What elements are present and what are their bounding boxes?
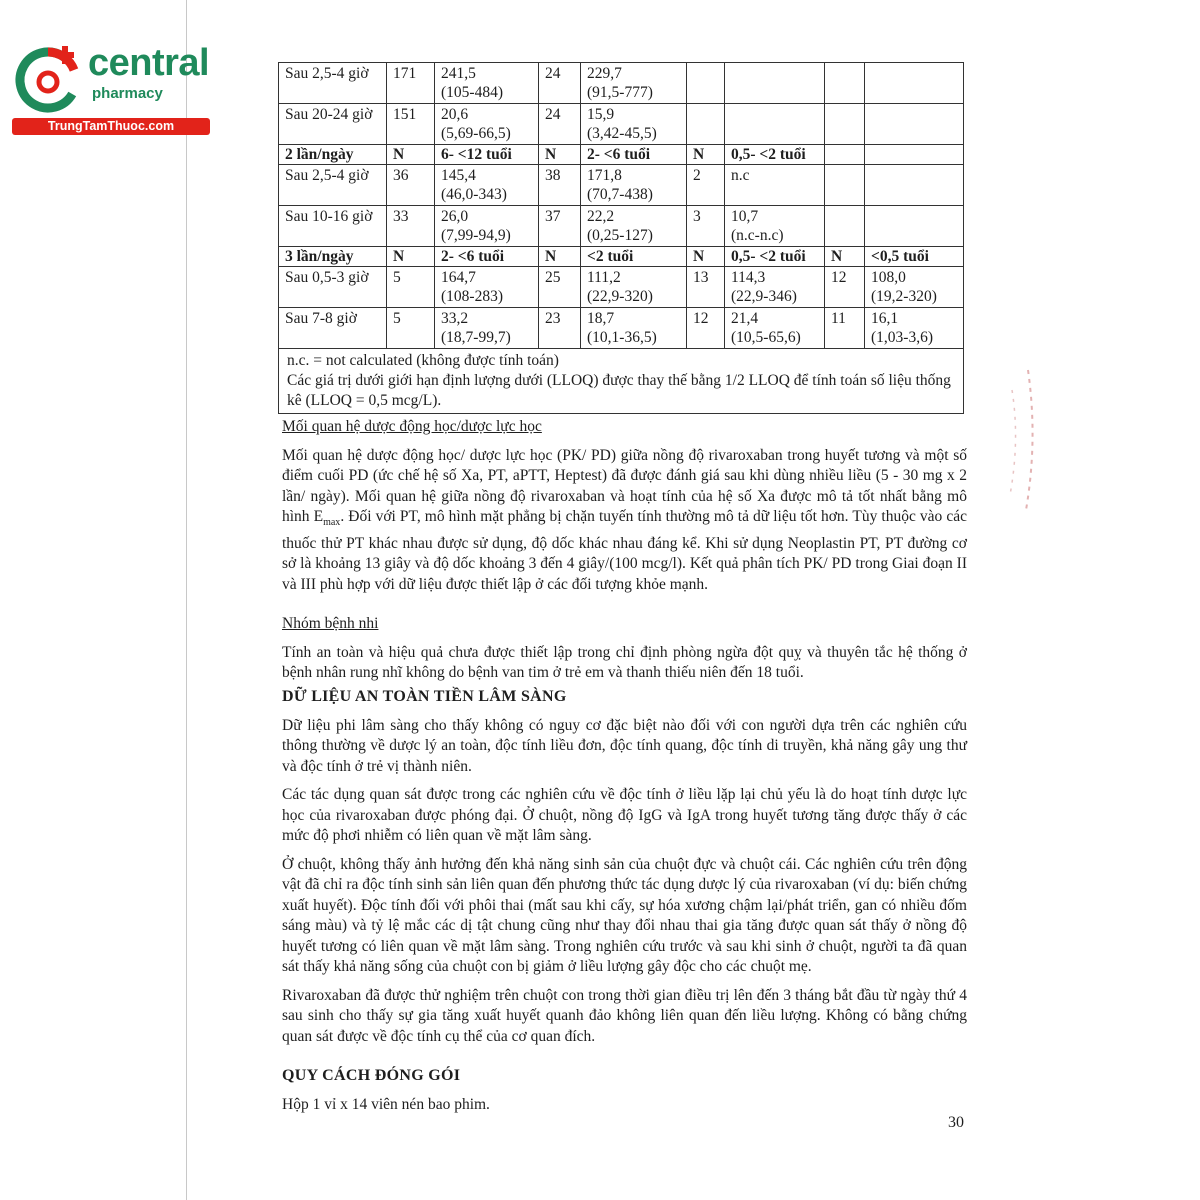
- table-header-row: 3 lần/ngày N 2- <6 tuổi N <2 tuổi N 0,5- <2 tuổi N <0,5 tuổi: [279, 247, 964, 267]
- table-header-row: 2 lần/ngày N 6- <12 tuổi N 2- <6 tuổi N 0,5- <2 tuổi: [279, 145, 964, 165]
- section-preclinical: [282, 687, 967, 1047]
- page-edge: [186, 0, 187, 1200]
- section-title-preclinical: DỮ LIỆU AN TOÀN TIỀN LÂM SÀNG: [282, 688, 567, 705]
- table-row: Sau 0,5-3 giờ 5 164,7 (108-283) 25 111,2 (22,9-320) 13 114,3 (22,9-346) 12 108,0 (19,2-320): [279, 267, 964, 308]
- logo-mark-icon: [10, 38, 100, 128]
- table-note-nc: n.c. = not calculated (không được tính toán): [287, 352, 559, 369]
- table-note-row: [279, 349, 964, 414]
- paragraph-pkpd: Mối quan hệ dược động học/ dược lực học (PK/ PD) giữa nồng độ rivaroxaban trong huyết tương và một số điểm cuối PD (ức chế hệ số Xa, PT, aPTT, Heptest) đã được đánh giá sau khi dùng nhiều liều (5 - 30 mg x 2 lần/ ngày). Mối quan hệ giữa nồng độ rivaroxaban và hoạt tính của hệ số Xa được mô tả tốt nhất bằng mô hình $E_{max}$. Đối với PT, mô hình mặt phẳng bị chặn tuyến tính thường mô tả dữ liệu tốt hơn. Tùy thuộc vào các thuốc thử PT khác nhau được sử dụng, độ dốc khác nhau đáng kể. Khi sử dụng Neoplastin PT, PT đường cơ sở là khoảng 13 giây và độ dốc khoảng 3 đến 4 giây/(100 mcg/l). Kết quả phân tích PK/ PD trong Giai đoạn II và III phù hợp với dữ liệu được thiết lập ở các đối tượng khỏe mạnh.: [282, 446, 967, 593]
- paragraph-preclinical-2: Các tác dụng quan sát được trong các nghiên cứu về độc tính ở liều lặp lại chủ yếu là do hoạt tính dược lực học của rivaroxaban được phóng đại. Ở chuột, nồng độ IgG và IgA trong huyết tương tăng được thấy ở các mức độ phơi nhiễm có liên quan về mặt lâm sàng.: [282, 786, 967, 844]
- table-row: Sau 20-24 giờ 151 20,6 (5,69-66,5) 24 15,9 (3,42-45,5): [279, 104, 964, 145]
- table-note-lloq: Các giá trị dưới giới hạn định lượng dưới (LLOQ) được thay thế bằng 1/2 LLOQ để tính toán số liệu thống kê (LLOQ = 0,5 mcg/L).: [287, 372, 951, 409]
- paragraph-preclinical-1: Dữ liệu phi lâm sàng cho thấy không có nguy cơ đặc biệt nào đối với con người dựa trên các nghiên cứu thông thường về dược lý an toàn, độc tính liều đơn, độc tính quang, độc tính di truyền, khả năng gây ung thư và độc tính ở trẻ vị thành niên.: [282, 716, 967, 775]
- table-row: Sau 2,5-4 giờ 36 145,4 (46,0-343) 38 171,8 (70,7-438) 2 n.c: [279, 165, 964, 206]
- table-row: Sau 10-16 giờ 33 26,0 (7,99-94,9) 37 22,2 (0,25-127) 3 10,7 (n.c-n.c): [279, 206, 964, 247]
- section-title-pkpd: Mối quan hệ dược động học/dược lực học: [282, 418, 542, 435]
- pk-table: [278, 62, 964, 414]
- section-packaging: [282, 1066, 967, 1115]
- table-row: Sau 2,5-4 giờ 171 241,5 (105-484) 24 229,7 (91,5-777): [279, 63, 964, 104]
- logo-banner: TrungTamThuoc.com: [12, 118, 210, 135]
- section-pkpd: [282, 417, 967, 595]
- section-pediatrics: [282, 614, 967, 684]
- paragraph-pediatrics: Tính an toàn và hiệu quả chưa được thiết lập trong chỉ định phòng ngừa đột quỵ và thuyên tắc hệ thống ở bệnh nhân rung nhĩ không do bệnh van tim ở trẻ em và thanh thiếu niên đến 18 tuổi.: [282, 643, 967, 681]
- paragraph-preclinical-4: Rivaroxaban đã được thử nghiệm trên chuột con trong thời gian điều trị lên đến 3 tháng bắt đầu từ ngày thứ 4 sau sinh cho thấy sự gia tăng xuất huyết quanh đảo không liên quan đến liều lượng. Không có bằng chứng quan sát được về độc tính cụ thể của cơ quan đích.: [282, 986, 967, 1045]
- page-number: 30: [948, 1114, 964, 1131]
- paragraph-packaging: Hộp 1 vỉ x 14 viên nén bao phim.: [282, 1095, 490, 1113]
- paragraph-preclinical-3: Ở chuột, không thấy ảnh hưởng đến khả năng sinh sản của chuột đực và chuột cái. Các nghiên cứu trên động vật đã chỉ ra độc tính sinh sản liên quan đến phương thức tác dụng dược lý của rivaroxaban (ví dụ: biến chứng xuất huyết). Độc tính đối với phôi thai (mất sau khi cấy, sự hóa xương chậm lại/phát triển, gan có nhiều đốm sáng màu) và tỷ lệ mắc các dị tật chung cũng như thay đổi nhau thai gia tăng được quan sát thấy ở nồng độ huyết tương có liên quan về mặt lâm sàng. Trong nghiên cứu trước và sau khi sinh ở chuột, người ta đã quan sát thấy khả năng sống của chuột con bị giảm ở liều lượng gây độc cho các chuột mẹ.: [282, 855, 967, 975]
- logo-brand-text: central: [88, 42, 210, 84]
- section-title-packaging: QUY CÁCH ĐÓNG GÓI: [282, 1067, 461, 1084]
- brand-logo[interactable]: [0, 0, 230, 140]
- logo-sub-text: pharmacy: [92, 85, 163, 102]
- stamp-mark-icon: [998, 360, 1038, 520]
- section-title-pediatrics: Nhóm bệnh nhi: [282, 615, 379, 632]
- table-row: Sau 7-8 giờ 5 33,2 (18,7-99,7) 23 18,7 (10,1-36,5) 12 21,4 (10,5-65,6) 11 16,1 (1,03-3,6): [279, 308, 964, 349]
